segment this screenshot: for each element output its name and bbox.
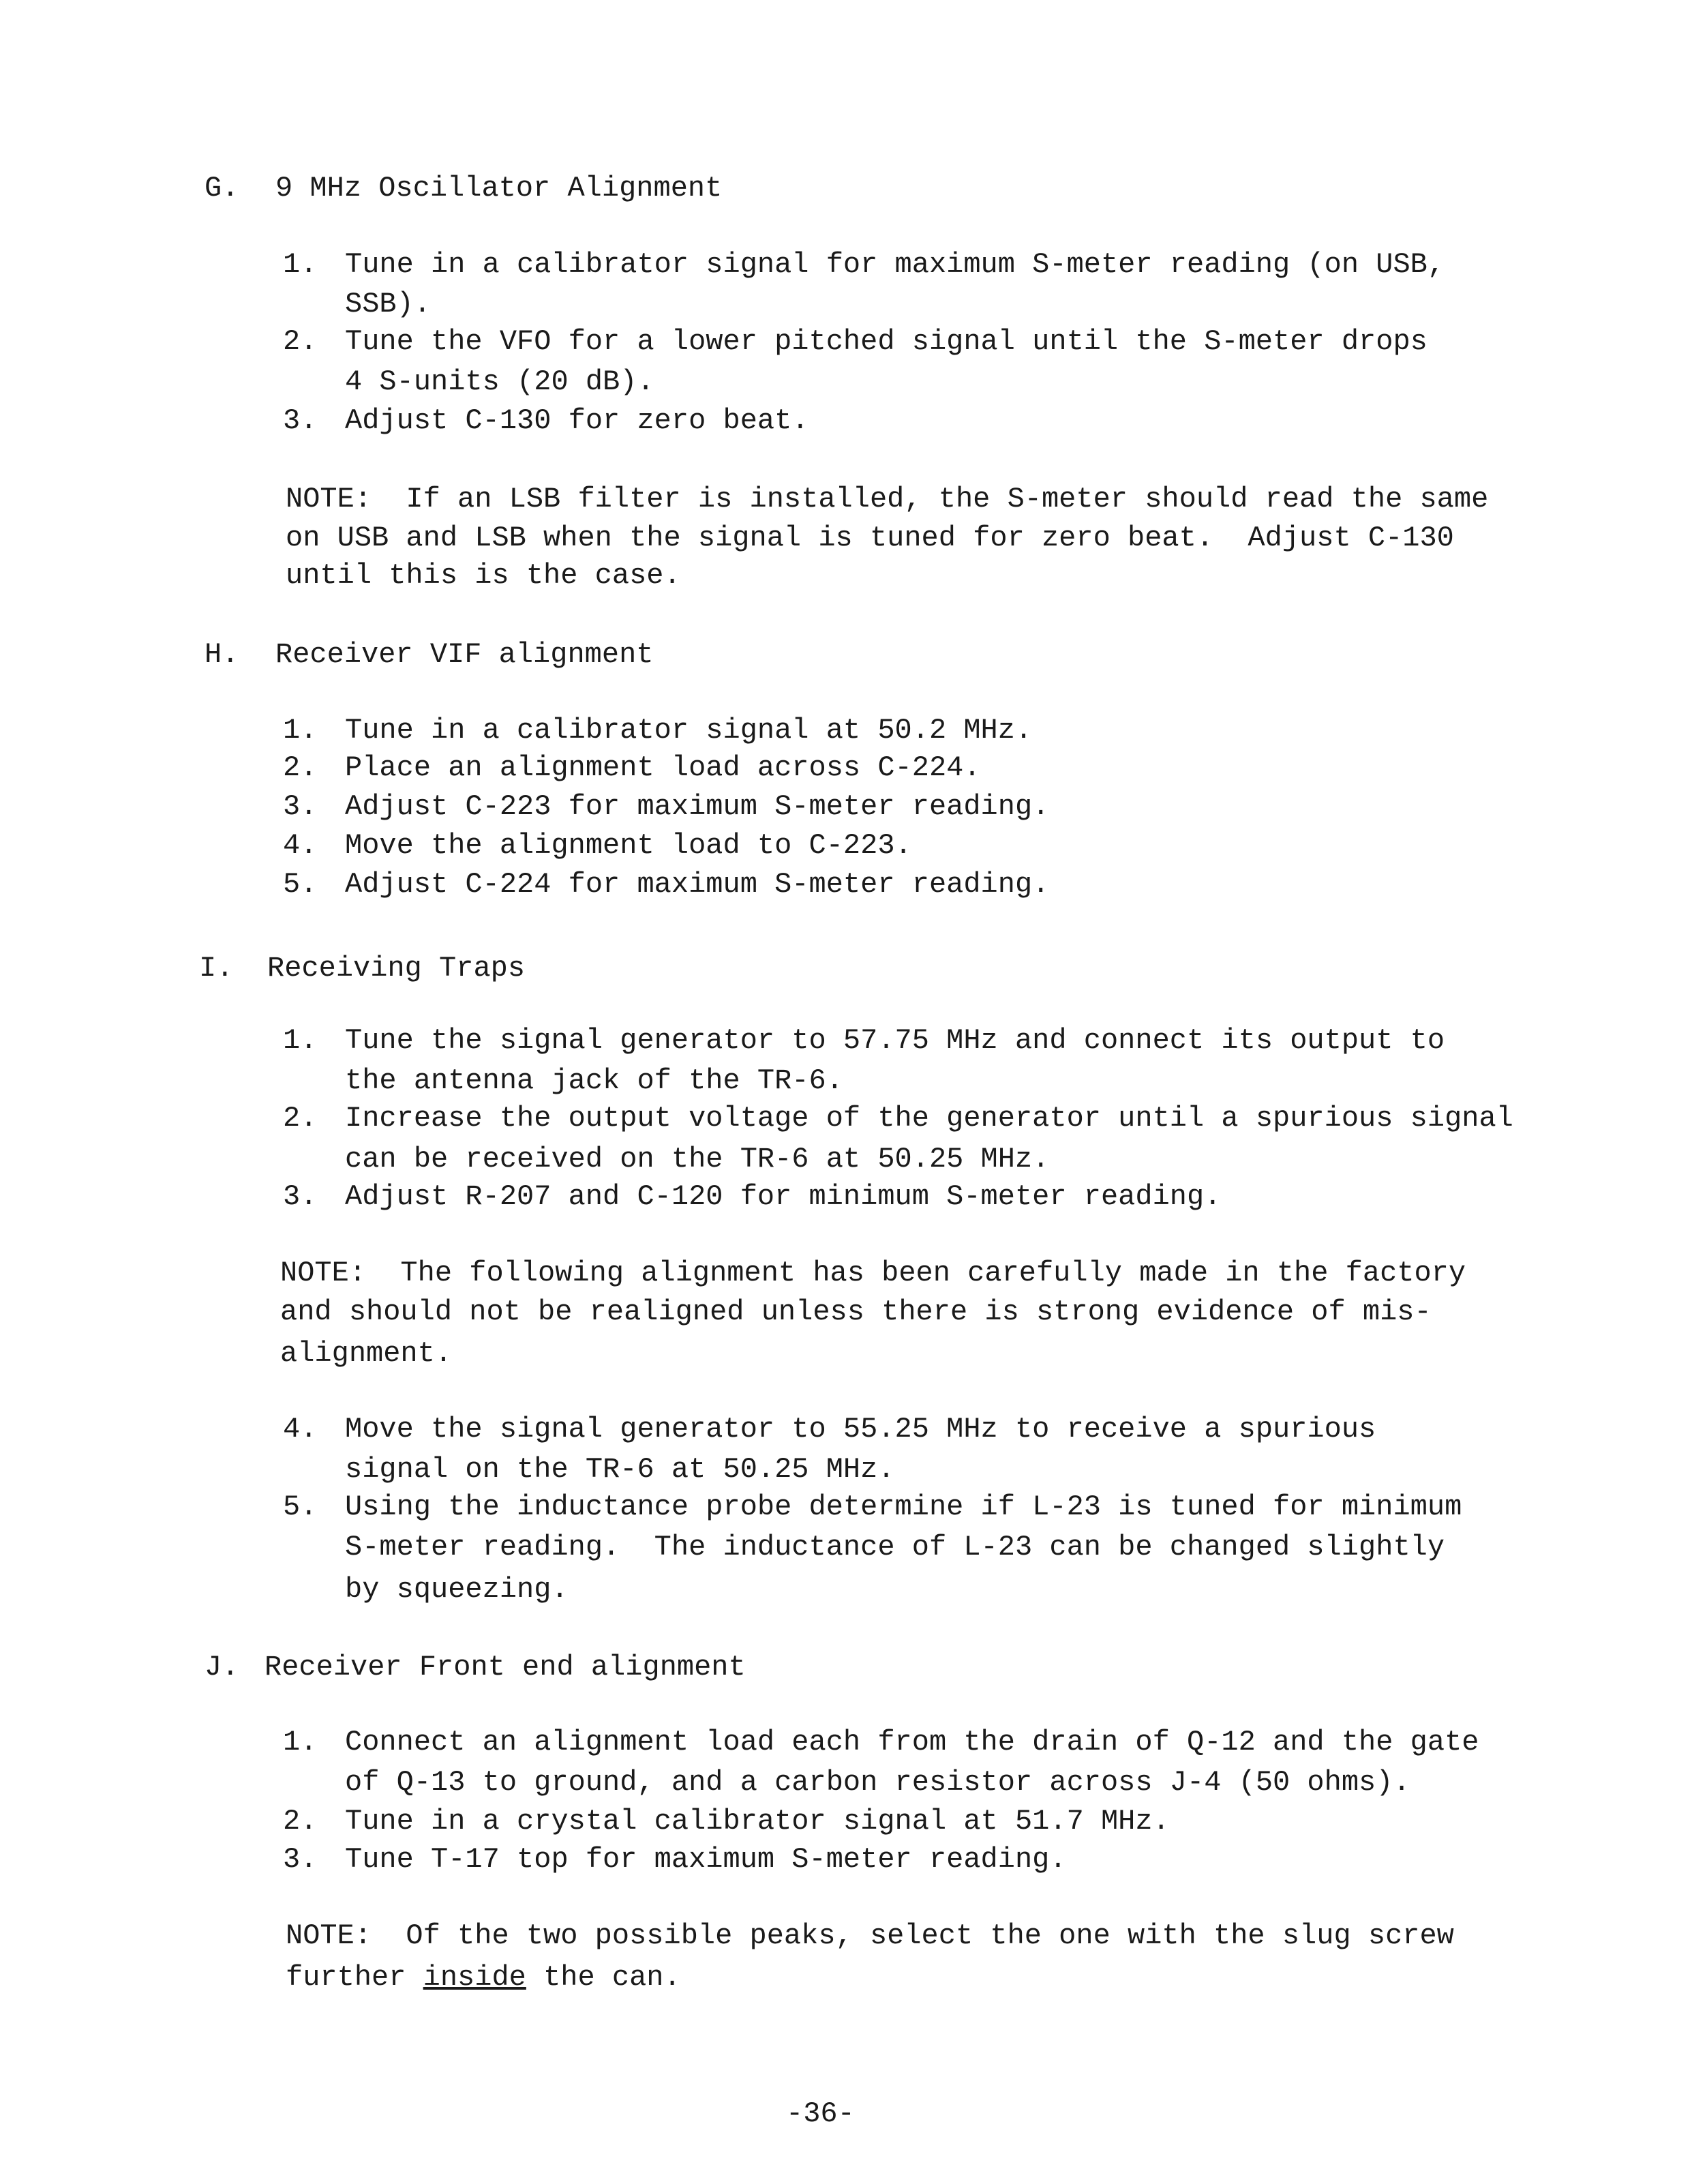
note-text-part: the can. [526, 1961, 681, 1994]
note-text-part: further [286, 1961, 423, 1994]
step-number: 3. [283, 1180, 318, 1213]
step-text: Tune the signal generator to 57.75 MHz and connect its output to [345, 1024, 1445, 1057]
step-text: Tune in a crystal calibrator signal at 51.7 MHz. [345, 1805, 1170, 1838]
step-text: S-meter reading. The inductance of L-23 can be changed slightly [345, 1531, 1445, 1564]
step-text: of Q-13 to ground, and a carbon resistor across J-4 (50 ohms). [345, 1766, 1410, 1799]
step-text: Move the alignment load to C-223. [345, 829, 912, 862]
step-number: 1. [283, 248, 318, 281]
step-text: Increase the output voltage of the generator until a spurious signal [345, 1102, 1513, 1135]
step-number: 2. [283, 1805, 318, 1838]
step-number: 3. [283, 1843, 318, 1876]
note-text: until this is the case. [286, 559, 681, 592]
section-title: 9 MHz Oscillator Alignment [275, 172, 723, 205]
step-text: Connect an alignment load each from the drain of Q-12 and the gate [345, 1726, 1479, 1759]
underlined-word: inside [423, 1961, 526, 1994]
step-text: SSB). [345, 288, 432, 320]
step-number: 5. [283, 1491, 318, 1523]
step-number: 1. [283, 1024, 318, 1057]
note-text: on USB and LSB when the signal is tuned for zero beat. Adjust C-130 [286, 522, 1454, 554]
step-text: by squeezing. [345, 1573, 569, 1606]
step-text: Tune T-17 top for maximum S-meter reading. [345, 1843, 1067, 1876]
section-title: Receiver Front end alignment [265, 1651, 746, 1684]
step-number: 5. [283, 868, 318, 901]
step-number: 3. [283, 790, 318, 823]
step-number: 2. [283, 1102, 318, 1135]
step-text: signal on the TR-6 at 50.25 MHz. [345, 1453, 895, 1486]
step-text: 4 S-units (20 dB). [345, 365, 654, 398]
step-text: Place an alignment load across C-224. [345, 751, 981, 784]
step-text: Adjust R-207 and C-120 for minimum S-meter reading. [345, 1180, 1222, 1213]
step-text: Tune the VFO for a lower pitched signal until the S-meter drops [345, 325, 1427, 358]
step-text: can be received on the TR-6 at 50.25 MHz. [345, 1143, 1050, 1176]
note-text: alignment. [280, 1337, 453, 1370]
step-text: Adjust C-223 for maximum S-meter reading. [345, 790, 1050, 823]
page-number: -36- [786, 2097, 855, 2130]
step-text: Using the inductance probe determine if L-23 is tuned for minimum [345, 1491, 1462, 1523]
step-number: 2. [283, 325, 318, 358]
section-letter: I. [199, 952, 234, 985]
step-text: Tune in a calibrator signal for maximum S-meter reading (on USB, [345, 248, 1445, 281]
step-text: the antenna jack of the TR-6. [345, 1064, 843, 1097]
note-text: NOTE: The following alignment has been carefully made in the factory [280, 1257, 1466, 1289]
section-letter: H. [205, 638, 239, 671]
step-text: Adjust C-130 for zero beat. [345, 404, 809, 437]
section-title: Receiver VIF alignment [275, 638, 654, 671]
section-letter: J. [205, 1651, 239, 1684]
note-text: and should not be realigned unless there is strong evidence of mis- [280, 1296, 1432, 1328]
step-text: Tune in a calibrator signal at 50.2 MHz. [345, 714, 1033, 747]
step-text: Move the signal generator to 55.25 MHz to receive a spurious [345, 1413, 1376, 1446]
step-number: 4. [283, 1413, 318, 1446]
step-number: 2. [283, 751, 318, 784]
step-number: 1. [283, 714, 318, 747]
step-number: 4. [283, 829, 318, 862]
step-number: 3. [283, 404, 318, 437]
note-text: NOTE: If an LSB filter is installed, the S-meter should read the same [286, 483, 1489, 515]
step-text: Adjust C-224 for maximum S-meter reading. [345, 868, 1050, 901]
section-letter: G. [205, 172, 239, 205]
section-title: Receiving Traps [267, 952, 526, 985]
step-number: 1. [283, 1726, 318, 1759]
note-text: NOTE: Of the two possible peaks, select the one with the slug screw [286, 1919, 1454, 1952]
note-text [286, 1960, 681, 1994]
